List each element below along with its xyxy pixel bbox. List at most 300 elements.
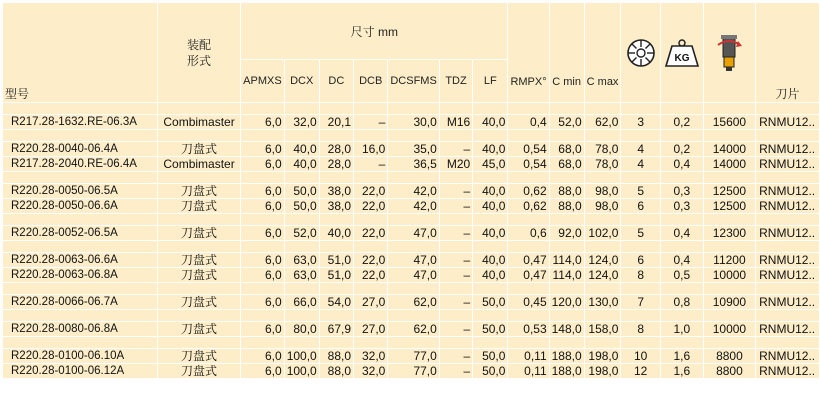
cell-dcb: 27,0 [354,295,388,310]
spacer-cell [703,214,755,226]
cell-lf: 50,0 [473,349,508,364]
cell-tdz: – [439,268,472,283]
cell-cmin: 68,0 [549,157,584,172]
spacer-row [3,241,820,253]
cell-lf: 40,0 [473,115,508,130]
cell-apmxs: 6,0 [241,226,285,241]
cell-model: R220.28-0052-06.5A [3,226,158,241]
cell-dcsfms: 36,5 [388,157,439,172]
cell-mount: 刀盘式 [157,295,240,310]
cell-rpm: 10000 [703,268,755,283]
spacer-cell [584,172,621,184]
spacer-cell [354,214,388,226]
cell-lf: 40,0 [473,142,508,157]
spacer-cell [549,283,584,295]
cell-dc: 40,0 [319,226,353,241]
spacer-cell [439,283,472,295]
cell-weight: 0,2 [660,142,703,157]
cell-dc: 88,0 [319,349,353,364]
cell-insert: RNMU12.. [756,322,820,337]
spacer-cell [241,172,285,184]
spacer-cell [756,103,820,115]
cell-dcb: 22,0 [354,253,388,268]
spacer-cell [241,103,285,115]
spacer-cell [660,283,703,295]
cell-weight: 0,4 [660,226,703,241]
spacer-cell [157,241,240,253]
spacer-cell [473,337,508,349]
spacer-cell [621,172,660,184]
spacer-cell [3,337,158,349]
cell-dcsfms: 35,0 [388,142,439,157]
cell-lf: 50,0 [473,295,508,310]
spacer-cell [354,337,388,349]
cell-rmpx: 0,54 [508,157,549,172]
cell-mount: 刀盘式 [157,184,240,199]
spacer-cell [284,103,319,115]
cell-cmin: 92,0 [549,226,584,241]
col-header-rmpx: RMPX° [508,3,549,103]
spacer-cell [439,310,472,322]
spacer-cell [703,172,755,184]
spacer-cell [284,283,319,295]
spacer-cell [473,241,508,253]
col-header-dc: DC [319,60,353,103]
cell-dcb: – [354,115,388,130]
spacer-cell [473,283,508,295]
cell-mount: 刀盘式 [157,349,240,364]
cell-dcb: 32,0 [354,364,388,379]
spacer-cell [508,337,549,349]
col-header-lf: LF [473,60,508,103]
cell-insert: RNMU12.. [756,349,820,364]
cell-rpm: 8800 [703,364,755,379]
cell-dcsfms: 42,0 [388,184,439,199]
cell-dc: 28,0 [319,142,353,157]
spacer-cell [284,337,319,349]
cell-model: R220.28-0066-06.7A [3,295,158,310]
cell-apmxs: 6,0 [241,184,285,199]
cell-cmin: 68,0 [549,142,584,157]
cell-lf: 40,0 [473,199,508,214]
col-header-apmxs: APMXS [241,60,285,103]
spacer-cell [439,172,472,184]
spacer-cell [660,241,703,253]
cell-tdz: – [439,322,472,337]
spacer-cell [241,241,285,253]
cell-dcx: 66,0 [284,295,319,310]
cell-dc: 88,0 [319,364,353,379]
cell-teeth: 5 [621,226,660,241]
cell-mount: 刀盘式 [157,364,240,379]
spacer-cell [3,172,158,184]
cell-rpm: 10000 [703,322,755,337]
cell-insert: RNMU12.. [756,157,820,172]
cell-cmin: 114,0 [549,268,584,283]
cell-rmpx: 0,62 [508,184,549,199]
cell-apmxs: 6,0 [241,115,285,130]
spacer-cell [549,103,584,115]
cell-insert: RNMU12.. [756,226,820,241]
cell-mount: 刀盘式 [157,226,240,241]
table-row [3,184,820,199]
cell-cmin: 188,0 [549,349,584,364]
cell-rmpx: 0,53 [508,322,549,337]
cell-dcsfms: 47,0 [388,268,439,283]
cell-teeth: 12 [621,364,660,379]
spacer-cell [756,337,820,349]
cell-dcsfms: 42,0 [388,199,439,214]
col-header-cmin: C min [549,3,584,103]
teeth-count-icon [623,38,657,68]
cell-weight: 0,5 [660,268,703,283]
cell-teeth: 8 [621,322,660,337]
spacer-cell [508,241,549,253]
spacer-cell [508,172,549,184]
spacer-cell [241,337,285,349]
spacer-cell [439,130,472,142]
spacer-cell [3,130,158,142]
table-row [3,349,820,364]
spacer-cell [621,310,660,322]
spacer-cell [388,241,439,253]
cell-cmax: 130,0 [584,295,621,310]
cell-lf: 50,0 [473,364,508,379]
cell-dcx: 50,0 [284,199,319,214]
spacer-cell [319,172,353,184]
spacer-cell [549,241,584,253]
cell-cmin: 52,0 [549,115,584,130]
spacer-cell [157,337,240,349]
cell-model: R220.28-0063-06.8A [3,268,158,283]
cell-teeth: 7 [621,295,660,310]
spacer-cell [473,310,508,322]
cell-insert: RNMU12.. [756,295,820,310]
spacer-cell [319,103,353,115]
cell-dcb: 32,0 [354,349,388,364]
col-header-tdz: TDZ [439,60,472,103]
cell-model: R220.28-0050-06.5A [3,184,158,199]
spacer-cell [3,310,158,322]
table-row [3,115,820,130]
col-header-insert: 刀片 [756,3,820,103]
table-row [3,253,820,268]
spacer-cell [319,337,353,349]
cell-model: R220.28-0080-06.8A [3,322,158,337]
cell-cmax: 124,0 [584,268,621,283]
cell-apmxs: 6,0 [241,142,285,157]
cell-model: R220.28-0100-06.10A [3,349,158,364]
spacer-cell [584,310,621,322]
spacer-cell [756,241,820,253]
cell-tdz: M20 [439,157,472,172]
col-header-weight [660,3,703,103]
cell-weight: 0,2 [660,115,703,130]
spacer-cell [703,103,755,115]
spacer-cell [157,310,240,322]
spacer-row [3,172,820,184]
cell-rpm: 12300 [703,226,755,241]
cell-rmpx: 0,4 [508,115,549,130]
cell-dc: 20,1 [319,115,353,130]
spacer-cell [439,241,472,253]
cell-dcx: 80,0 [284,322,319,337]
spacer-cell [584,241,621,253]
cell-mount: Combimaster [157,157,240,172]
spacer-cell [660,103,703,115]
max-rpm-spindle-icon [706,33,753,73]
spacer-cell [473,214,508,226]
cell-lf: 50,0 [473,322,508,337]
spacer-cell [354,283,388,295]
cell-cmax: 78,0 [584,157,621,172]
spacer-cell [388,283,439,295]
cell-insert: RNMU12.. [756,184,820,199]
cell-dcb: 22,0 [354,199,388,214]
spacer-row [3,214,820,226]
spacer-cell [660,130,703,142]
cell-cmax: 198,0 [584,349,621,364]
svg-text:KG: KG [674,52,690,64]
cell-mount: 刀盘式 [157,322,240,337]
cell-teeth: 4 [621,142,660,157]
cell-rmpx: 0,45 [508,295,549,310]
col-header-dcx: DCX [284,60,319,103]
spacer-cell [756,310,820,322]
spacer-cell [549,337,584,349]
spacer-cell [508,214,549,226]
cell-rpm: 11200 [703,253,755,268]
cell-lf: 40,0 [473,253,508,268]
spacer-cell [473,172,508,184]
spacer-cell [660,172,703,184]
cell-cmin: 188,0 [549,364,584,379]
cell-tdz: – [439,364,472,379]
table-row [3,226,820,241]
spacer-row [3,310,820,322]
spacer-cell [439,103,472,115]
cell-rpm: 14000 [703,157,755,172]
spacer-cell [284,172,319,184]
spacer-cell [621,130,660,142]
cell-dcsfms: 62,0 [388,322,439,337]
spacer-cell [439,214,472,226]
spacer-cell [354,172,388,184]
cell-rmpx: 0,47 [508,268,549,283]
cell-weight: 1,6 [660,364,703,379]
cell-rpm: 12500 [703,199,755,214]
cell-rpm: 14000 [703,142,755,157]
col-header-dimensions: 尺寸 mm [241,3,508,60]
spacer-row [3,283,820,295]
table-row [3,322,820,337]
spacer-cell [756,214,820,226]
cell-teeth: 4 [621,157,660,172]
cell-rpm: 12500 [703,184,755,199]
spacer-cell [660,214,703,226]
cell-cmin: 114,0 [549,253,584,268]
spacer-cell [439,337,472,349]
spacer-cell [388,310,439,322]
spacer-cell [621,283,660,295]
cell-dcx: 100,0 [284,364,319,379]
cell-dcb: 16,0 [354,142,388,157]
cell-tdz: M16 [439,115,472,130]
cell-cmin: 88,0 [549,184,584,199]
spacer-cell [508,310,549,322]
table-row [3,268,820,283]
cell-weight: 0,3 [660,184,703,199]
spacer-cell [388,130,439,142]
spacer-cell [319,214,353,226]
cell-model: R220.28-0040-06.4A [3,142,158,157]
cell-apmxs: 6,0 [241,157,285,172]
col-header-rpm [703,3,755,103]
weight-kg-icon [663,38,701,68]
spacer-cell [3,103,158,115]
table-row [3,295,820,310]
cell-dcx: 32,0 [284,115,319,130]
cell-weight: 0,4 [660,253,703,268]
spacer-cell [241,283,285,295]
spacer-cell [584,130,621,142]
cell-dcb: 27,0 [354,322,388,337]
spacer-row [3,130,820,142]
cell-teeth: 6 [621,253,660,268]
cell-cmin: 120,0 [549,295,584,310]
spacer-cell [703,241,755,253]
spacer-cell [756,172,820,184]
spacer-cell [584,103,621,115]
cell-rpm: 8800 [703,349,755,364]
cell-rpm: 15600 [703,115,755,130]
cell-insert: RNMU12.. [756,115,820,130]
col-header-cmax: C max [584,3,621,103]
cell-cmax: 102,0 [584,226,621,241]
spacer-cell [354,310,388,322]
spacer-cell [388,337,439,349]
cell-model: R217.28-1632.RE-06.3A [3,115,158,130]
cell-dc: 51,0 [319,268,353,283]
cell-apmxs: 6,0 [241,199,285,214]
cell-lf: 40,0 [473,268,508,283]
spacer-cell [3,241,158,253]
cell-tdz: – [439,226,472,241]
spacer-cell [660,310,703,322]
cell-dcsfms: 77,0 [388,364,439,379]
col-header-mount [157,3,240,103]
spacer-cell [157,214,240,226]
cell-mount: 刀盘式 [157,199,240,214]
cell-model: R220.28-0063-06.6A [3,253,158,268]
cell-dc: 54,0 [319,295,353,310]
cell-dcsfms: 47,0 [388,253,439,268]
cell-dcsfms: 47,0 [388,226,439,241]
cell-rmpx: 0,6 [508,226,549,241]
cell-teeth: 5 [621,184,660,199]
spacer-cell [388,172,439,184]
cell-weight: 0,8 [660,295,703,310]
spacer-cell [354,130,388,142]
cell-teeth: 3 [621,115,660,130]
spacer-cell [354,241,388,253]
cell-cmax: 198,0 [584,364,621,379]
cell-dcx: 52,0 [284,226,319,241]
cell-insert: RNMU12.. [756,199,820,214]
cell-tdz: – [439,199,472,214]
cell-tdz: – [439,295,472,310]
spacer-cell [157,103,240,115]
mount-header-label: 装配 形式 [187,37,212,68]
spacer-cell [549,172,584,184]
cell-weight: 1,0 [660,322,703,337]
spacer-cell [549,310,584,322]
spacer-cell [621,103,660,115]
spacer-cell [284,310,319,322]
cell-cmax: 62,0 [584,115,621,130]
cell-tdz: – [439,253,472,268]
cell-dcx: 40,0 [284,157,319,172]
spacer-cell [157,283,240,295]
spacer-row [3,103,820,115]
cell-rmpx: 0,54 [508,142,549,157]
spacer-cell [241,130,285,142]
cell-lf: 40,0 [473,184,508,199]
cell-dcb: 22,0 [354,226,388,241]
spacer-cell [354,103,388,115]
cell-dcb: – [354,157,388,172]
cell-dcsfms: 30,0 [388,115,439,130]
table-row [3,199,820,214]
spacer-cell [703,283,755,295]
cell-weight: 0,3 [660,199,703,214]
cell-insert: RNMU12.. [756,253,820,268]
spacer-cell [703,337,755,349]
cell-apmxs: 6,0 [241,253,285,268]
cell-cmin: 148,0 [549,322,584,337]
cell-insert: RNMU12.. [756,364,820,379]
cell-tdz: – [439,349,472,364]
spacer-cell [284,130,319,142]
table-row [3,364,820,379]
spacer-cell [756,130,820,142]
cell-cmin: 88,0 [549,199,584,214]
spacer-cell [3,283,158,295]
cell-rmpx: 0,47 [508,253,549,268]
cell-apmxs: 6,0 [241,364,285,379]
cell-apmxs: 6,0 [241,322,285,337]
spacer-cell [584,337,621,349]
cell-model: R220.28-0100-06.12A [3,364,158,379]
cell-lf: 45,0 [473,157,508,172]
spacer-cell [756,283,820,295]
cutter-spec-table [2,2,820,379]
cell-mount: Combimaster [157,115,240,130]
spacer-cell [584,214,621,226]
cell-rpm: 10900 [703,295,755,310]
cell-apmxs: 6,0 [241,268,285,283]
cell-insert: RNMU12.. [756,268,820,283]
cell-dcx: 100,0 [284,349,319,364]
cell-mount: 刀盘式 [157,142,240,157]
cell-dcb: 22,0 [354,184,388,199]
spacer-cell [157,172,240,184]
spacer-cell [584,283,621,295]
spacer-cell [549,130,584,142]
spacer-cell [3,214,158,226]
cell-dcx: 50,0 [284,184,319,199]
cell-cmax: 124,0 [584,253,621,268]
